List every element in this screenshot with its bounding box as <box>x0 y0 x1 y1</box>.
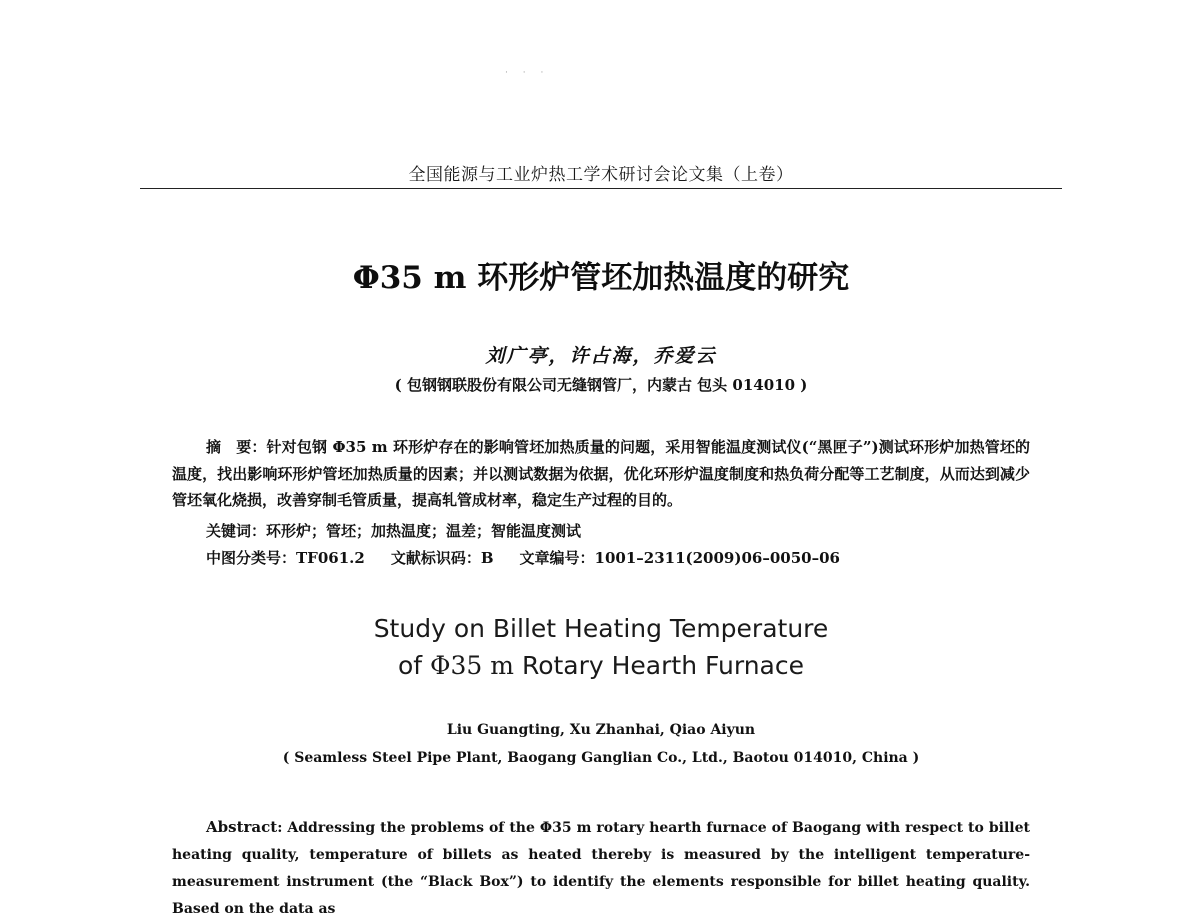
article-no-value: 1001–2311(2009)06–0050–06 <box>594 549 840 567</box>
article-no-label: 文章编号： <box>519 549 595 567</box>
cn-abstract-text: 针对包钢 Φ35 m 环形炉存在的影响管坯加热质量的问题，采用智能温度测试仪(“黑匣子”)测试环形炉加热管坯的温度，找出影响环形炉管坯加热质量的因素；并以测试数据为依据，优化环形炉温度制度和热负荷分配等工艺制度，从而达到减少管坯氧化烧损，改善穿制毛管质量，提高轧管成材率，稳定生产过程的目的。 <box>172 438 1030 509</box>
en-affiliation: ( Seamless Steel Pipe Plant, Baogang Ganglian Co., Ltd., Baotou 014010, China ) <box>282 750 920 766</box>
doc-code-value: B <box>480 549 494 567</box>
en-title-line-2-pre: of <box>397 651 431 680</box>
keywords-text: 环形炉；管坯；加热温度；温差；智能温度测试 <box>266 522 582 540</box>
en-abstract <box>172 814 1030 923</box>
cn-affiliation: ( 包钢钢联股份有限公司无缝钢管厂，内蒙古 包头 014010 ) <box>394 376 808 394</box>
keywords-label: 关键词： <box>206 522 267 540</box>
en-abstract-label: Abstract <box>206 818 278 836</box>
classification-line <box>206 547 840 568</box>
en-authors: Liu Guangting, Xu Zhanhai, Qiao Aiyun <box>446 722 756 738</box>
clc-label: 中图分类号： <box>206 549 297 567</box>
cn-title: Φ35 m 环形炉管坯加热温度的研究 <box>352 260 850 296</box>
running-header: 全国能源与工业炉热工学术研讨会论文集（上卷） <box>408 165 794 185</box>
header-rule <box>140 188 1062 189</box>
en-title-line-2 <box>140 647 1062 684</box>
en-title <box>140 610 1062 684</box>
en-abstract-text: Addressing the problems of the Φ35 m rotary hearth furnace of Baogang with respect to billet heating quality, temperature of billets as heated thereby is measured by the intelligent temperature-measurement instrument (the “Black Box”) to identify the elements responsible for billet heating quality. Based on the data as <box>172 820 1030 917</box>
clc-value: TF061.2 <box>296 549 365 567</box>
en-title-line-2-post: Rotary Hearth Furnace <box>514 651 804 680</box>
en-abstract-sep: : <box>277 820 288 836</box>
cn-abstract <box>172 434 1030 514</box>
scan-specks: · · · <box>505 68 550 78</box>
doc-code-label: 文献标识码： <box>390 549 481 567</box>
en-title-line-2-phi: Φ35 m <box>430 651 514 680</box>
cn-abstract-label: 摘 要： <box>206 438 267 456</box>
keywords-line <box>206 520 581 541</box>
cn-authors: 刘广亭，许占海，乔爱云 <box>485 345 717 367</box>
en-title-line-1: Study on Billet Heating Temperature <box>373 614 829 643</box>
